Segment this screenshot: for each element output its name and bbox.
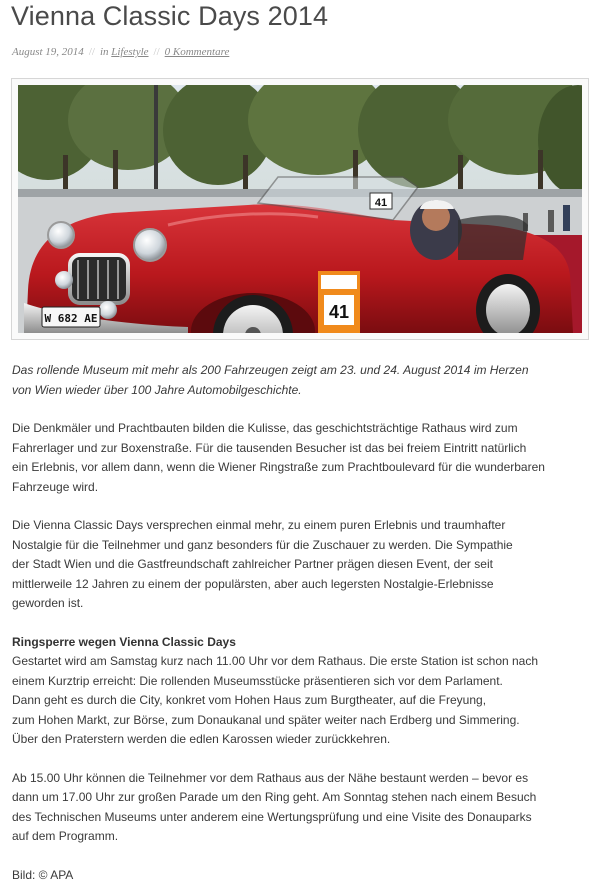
headlamp-right (134, 229, 166, 261)
category-prefix: in (99, 46, 109, 58)
section-subheading: Ringsperre wegen Vienna Classic Days (12, 634, 236, 649)
paragraph-1: Die Denkmäler und Prachtbauten bilden die Kulisse, das geschichtsträchtige Rathaus wird zum Fahrerlager und zur Boxenstraße. Für die tausenden Besucher ist das bei freiem Eintritt natürlich ein Erlebnis, vor allem dann, wenn die Wiener Ringstraße zum Prachtboulevard für die wunderbaren Fahrzeuge wird. (12, 421, 545, 494)
svg-text:41: 41 (374, 197, 388, 209)
start-number: 41 (328, 302, 350, 322)
paragraph-3: Ringsperre wegen Vienna Classic Days Gestartet wird am Samstag kurz nach 11.00 Uhr vor dem Rathaus. Die erste Station ist schon nach einem Kurztrip erreicht: Die rollenden Museumsstücke präsentieren sich vor dem Parlament. Dann geht es durch die City, konkret vom Hohen Haus zum Burgtheater, auf die Freyung, zum Hohen Markt, zur Börse, zum Donaukanal und später weiter nach Erdberg und Simmering. Über den Praterstern werden die edlen Karossen wieder zurückkehren. (12, 634, 539, 746)
comments-link[interactable]: 0 Kommentare (164, 46, 230, 58)
category-link[interactable]: Lifestyle (111, 46, 149, 58)
meta-separator: // (88, 46, 95, 58)
post-date: August 19, 2014 (12, 46, 84, 58)
driver (410, 200, 462, 260)
intro-paragraph: Das rollende Museum mit mehr als 200 Fahrzeugen zeigt am 23. und 24. August 2014 im Herzen von Wien wieder über 100 Jahre Automobilgeschichte. (12, 363, 529, 397)
start-number-badge (318, 271, 360, 333)
image-credit: Bild: © APA (12, 867, 74, 882)
article-title: Vienna Classic Days 2014 (11, 1, 329, 31)
headlamp-left (48, 222, 74, 248)
paragraph-4: Ab 15.00 Uhr können die Teilnehmer vor dem Rathaus aus der Nähe bestaunt werden – bevor es dann um 17.00 Uhr zur großen Parade um den Ring geht. Am Sonntag stehen nach einem Besuch des Technischen Museums unter anderem eine Wertungsprüfung und eine Visite des Donauparks auf dem Programm. (12, 770, 537, 843)
plate-text: W 682 AE (44, 312, 98, 325)
paragraph-2: Die Vienna Classic Days versprechen einmal mehr, zu einem puren Erlebnis und traumhafter Nostalgie für die Teilnehmer und ganz besonders für die Zuschauer zu werden. Die Sympathie der Stadt Wien und die Gastfreundschaft zahlreicher Partner prägen diesen Event, der seit mittlerweile 12 Jahren zu einem der populärsten, aber auch legersten Nostalgie-Erlebnisse geworden ist. (12, 518, 513, 610)
featured-image (18, 85, 582, 333)
meta-separator: // (153, 46, 160, 58)
featured-image-frame (11, 78, 589, 340)
article-body (12, 361, 572, 885)
article-meta (12, 46, 229, 58)
